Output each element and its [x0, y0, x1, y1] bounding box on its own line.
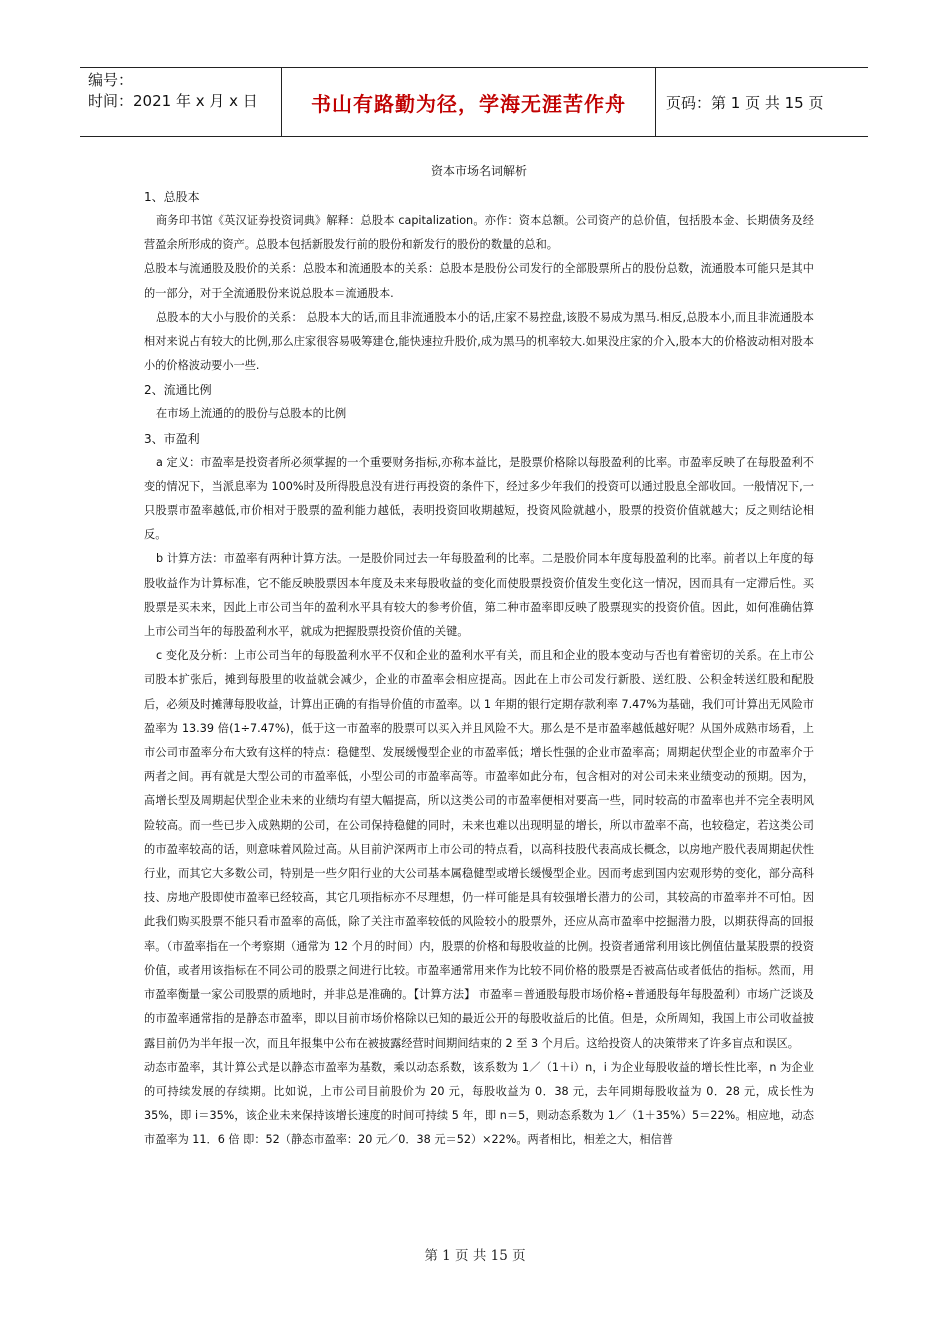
paragraph: a 定义：市盈率是投资者所必须掌握的一个重要财务指标,亦称本益比，是股票价格除以每股盈利的比率。市盈率反映了在每股盈利不变的情况下，当派息率为 100%时及所得股息没有进行再投资的条件下，经过多少年我们的投资可以通过股息全部收回。一般情况下,一只股票市盈率越低,市价相对于股票的盈利能力越低，表明投资回收期越短，投资风险就越小，股票的投资价值就越大；反之则结论相反。 — [144, 455, 814, 542]
date-label: 时间：2021 年 x 月 x 日 — [88, 92, 258, 110]
header-motto — [282, 68, 656, 136]
section-heading: 3、市盈利 — [144, 431, 200, 446]
page-footer: 第 1 页 共 15 页 — [424, 1248, 526, 1264]
paragraph: 动态市盈率，其计算公式是以静态市盈率为基数，乘以动态系数，该系数为 1／（1＋i）n，i 为企业每股收益的增长性比率，n 为企业的可持续发展的存续期。比如说，上市公司目前股价为 20 元，每股收益为 0．38 元，去年同期每股收益为 0．28 元，成长性为 35%，即 i＝35%，该企业未来保持该增长速度的时间可持续 5 年，即 n＝5，则动态系数为 1／（1＋35%）5＝22%。相应地，动态市盈率为 11．6 倍 即：52（静态市盈率：20 元／0．38 元＝52）×22%。两者相比，相差之大，相信普 — [144, 1060, 814, 1147]
paragraph: 总股本与流通股及股价的关系：总股本和流通股本的关系：总股本是股份公司发行的全部股票所占的股份总数，流通股本可能只是其中的一部分，对于全流通股份来说总股本＝流通股本. — [144, 262, 814, 300]
paragraph: 在市场上流通的的股份与总股本的比例 — [156, 407, 347, 421]
document-body — [144, 160, 814, 1153]
page-indicator: 页码：第 1 页 共 15 页 — [666, 93, 824, 112]
section-heading: 2、流通比例 — [144, 383, 212, 398]
document-title: 资本市场名词解析 — [430, 164, 527, 178]
page-header — [80, 67, 868, 137]
paragraph: b 计算方法：市盈率有两种计算方法。一是股价同过去一年每股盈利的比率。二是股价同本年度每股盈利的比率。前者以上年度的每股收益作为计算标准，它不能反映股票因本年度及未来每股收益的变化而使股票投资价值发生变化这一情况，因而具有一定滞后性。买股票是买未来，因此上市公司当年的盈利水平具有较大的参考价值，第二种市盈率即反映了股票现实的投资价值。因此，如何准确估算上市公司当年的每股盈利水平，就成为把握股票投资价值的关键。 — [144, 552, 814, 639]
paragraph: 总股本的大小与股价的关系： 总股本大的话,而且非流通股本小的话,庄家不易控盘,该股不易成为黑马.相反,总股本小,而且非流通股本相对来说占有较大的比例,那么庄家很容易吸筹建仓,能快速拉升股价,成为黑马的机率较大.如果没庄家的介入,股本大的价格波动相对股本小的价格波动要小一些. — [144, 310, 814, 373]
motto-text: 书山有路勤为径，学海无涯苦作舟 — [311, 91, 626, 116]
number-label: 编号： — [88, 71, 134, 89]
sections-container — [144, 185, 814, 1153]
header-meta — [80, 68, 282, 136]
paragraph: c 变化及分析：上市公司当年的每股盈利水平不仅和企业的盈利水平有关，而且和企业的股本变动与否也有着密切的关系。在上市公司股本扩张后，摊到每股里的收益就会减少，企业的市盈率会相应提高。因此在上市公司发行新股、送红股、公积金转送红股和配股后，必须及时摊薄每股收益，计算出正确的有指导价值的市盈率。以 1 年期的银行定期存款利率 7.47%为基础，我们可计算出无风险市盈率为 13.39 倍(1÷7.47%)，低于这一市盈率的股票可以买入并且风险不大。那么是不是市盈率越低越好呢？从国外成熟市场看，上市公司市盈率分布大致有这样的特点：稳健型、发展缓慢型企业的市盈率低；增长性强的企业市盈率高；周期起伏型企业的市盈率介于两者之间。再有就是大型公司的市盈率低，小型公司的市盈率高等。市盈率如此分布，包含相对的对公司未来业绩变动的预期。因为，高增长型及周期起伏型企业未来的业绩均有望大幅提高，所以这类公司的市盈率便相对要高一些，同时较高的市盈率也并不完全表明风险较高。而一些已步入成熟期的公司，在公司保持稳健的同时，未来也难以出现明显的增长，所以市盈率不高，也较稳定，若这类公司的市盈率较高的话，则意味着风险过高。从目前沪深两市上市公司的特点看，以高科技股代表高成长概念，以房地产股代表周期起伏性行业，而其它大多数公司，特别是一些夕阳行业的大公司基本属稳健型或增长缓慢型企业。因而考虑到国内宏观形势的变化，部分高科技、房地产股即使市盈率已经较高，其它几项指标亦不尽理想，仍一样可能是具有较强增长潜力的公司，其较高的市盈率并不可怕。因此我们购买股票不能只看市盈率的高低，除了关注市盈率较低的风险较小的股票外，还应从高市盈率中挖掘潜力股，以期获得高的回报率。（市盈率指在一个考察期（通常为 12 个月的时间）内，股票的价格和每股收益的比例。投资者通常利用该比例值估量某股票的投资价值，或者用该指标在不同公司的股票之间进行比较。市盈率通常用来作为比较不同价格的股票是否被高估或者低估的指标。然而，用市盈率衡量一家公司股票的质地时，并非总是准确的。【计算方法】 市盈率＝普通股每股市场价格÷普通股每年每股盈利）市场广泛谈及的市盈率通常指的是静态市盈率，即以目前市场价格除以已知的最近公开的每股收益后的比值。但是，众所周知，我国上市公司收益披露目前仍为半年报一次，而且年报集中公布在被披露经营时间期间结束的 2 至 3 个月后。这给投资人的决策带来了许多盲点和误区。 — [144, 649, 814, 1050]
section-heading: 1、总股本 — [144, 190, 200, 204]
paragraph: 商务印书馆《英汉证券投资词典》解释：总股本 capitalization。亦作：资本总额。公司资产的总价值，包括股本金、长期债务及经营盈余所形成的资产。总股本包括新股发行前的股份和新发行的股份的数量的总和。 — [144, 214, 814, 252]
